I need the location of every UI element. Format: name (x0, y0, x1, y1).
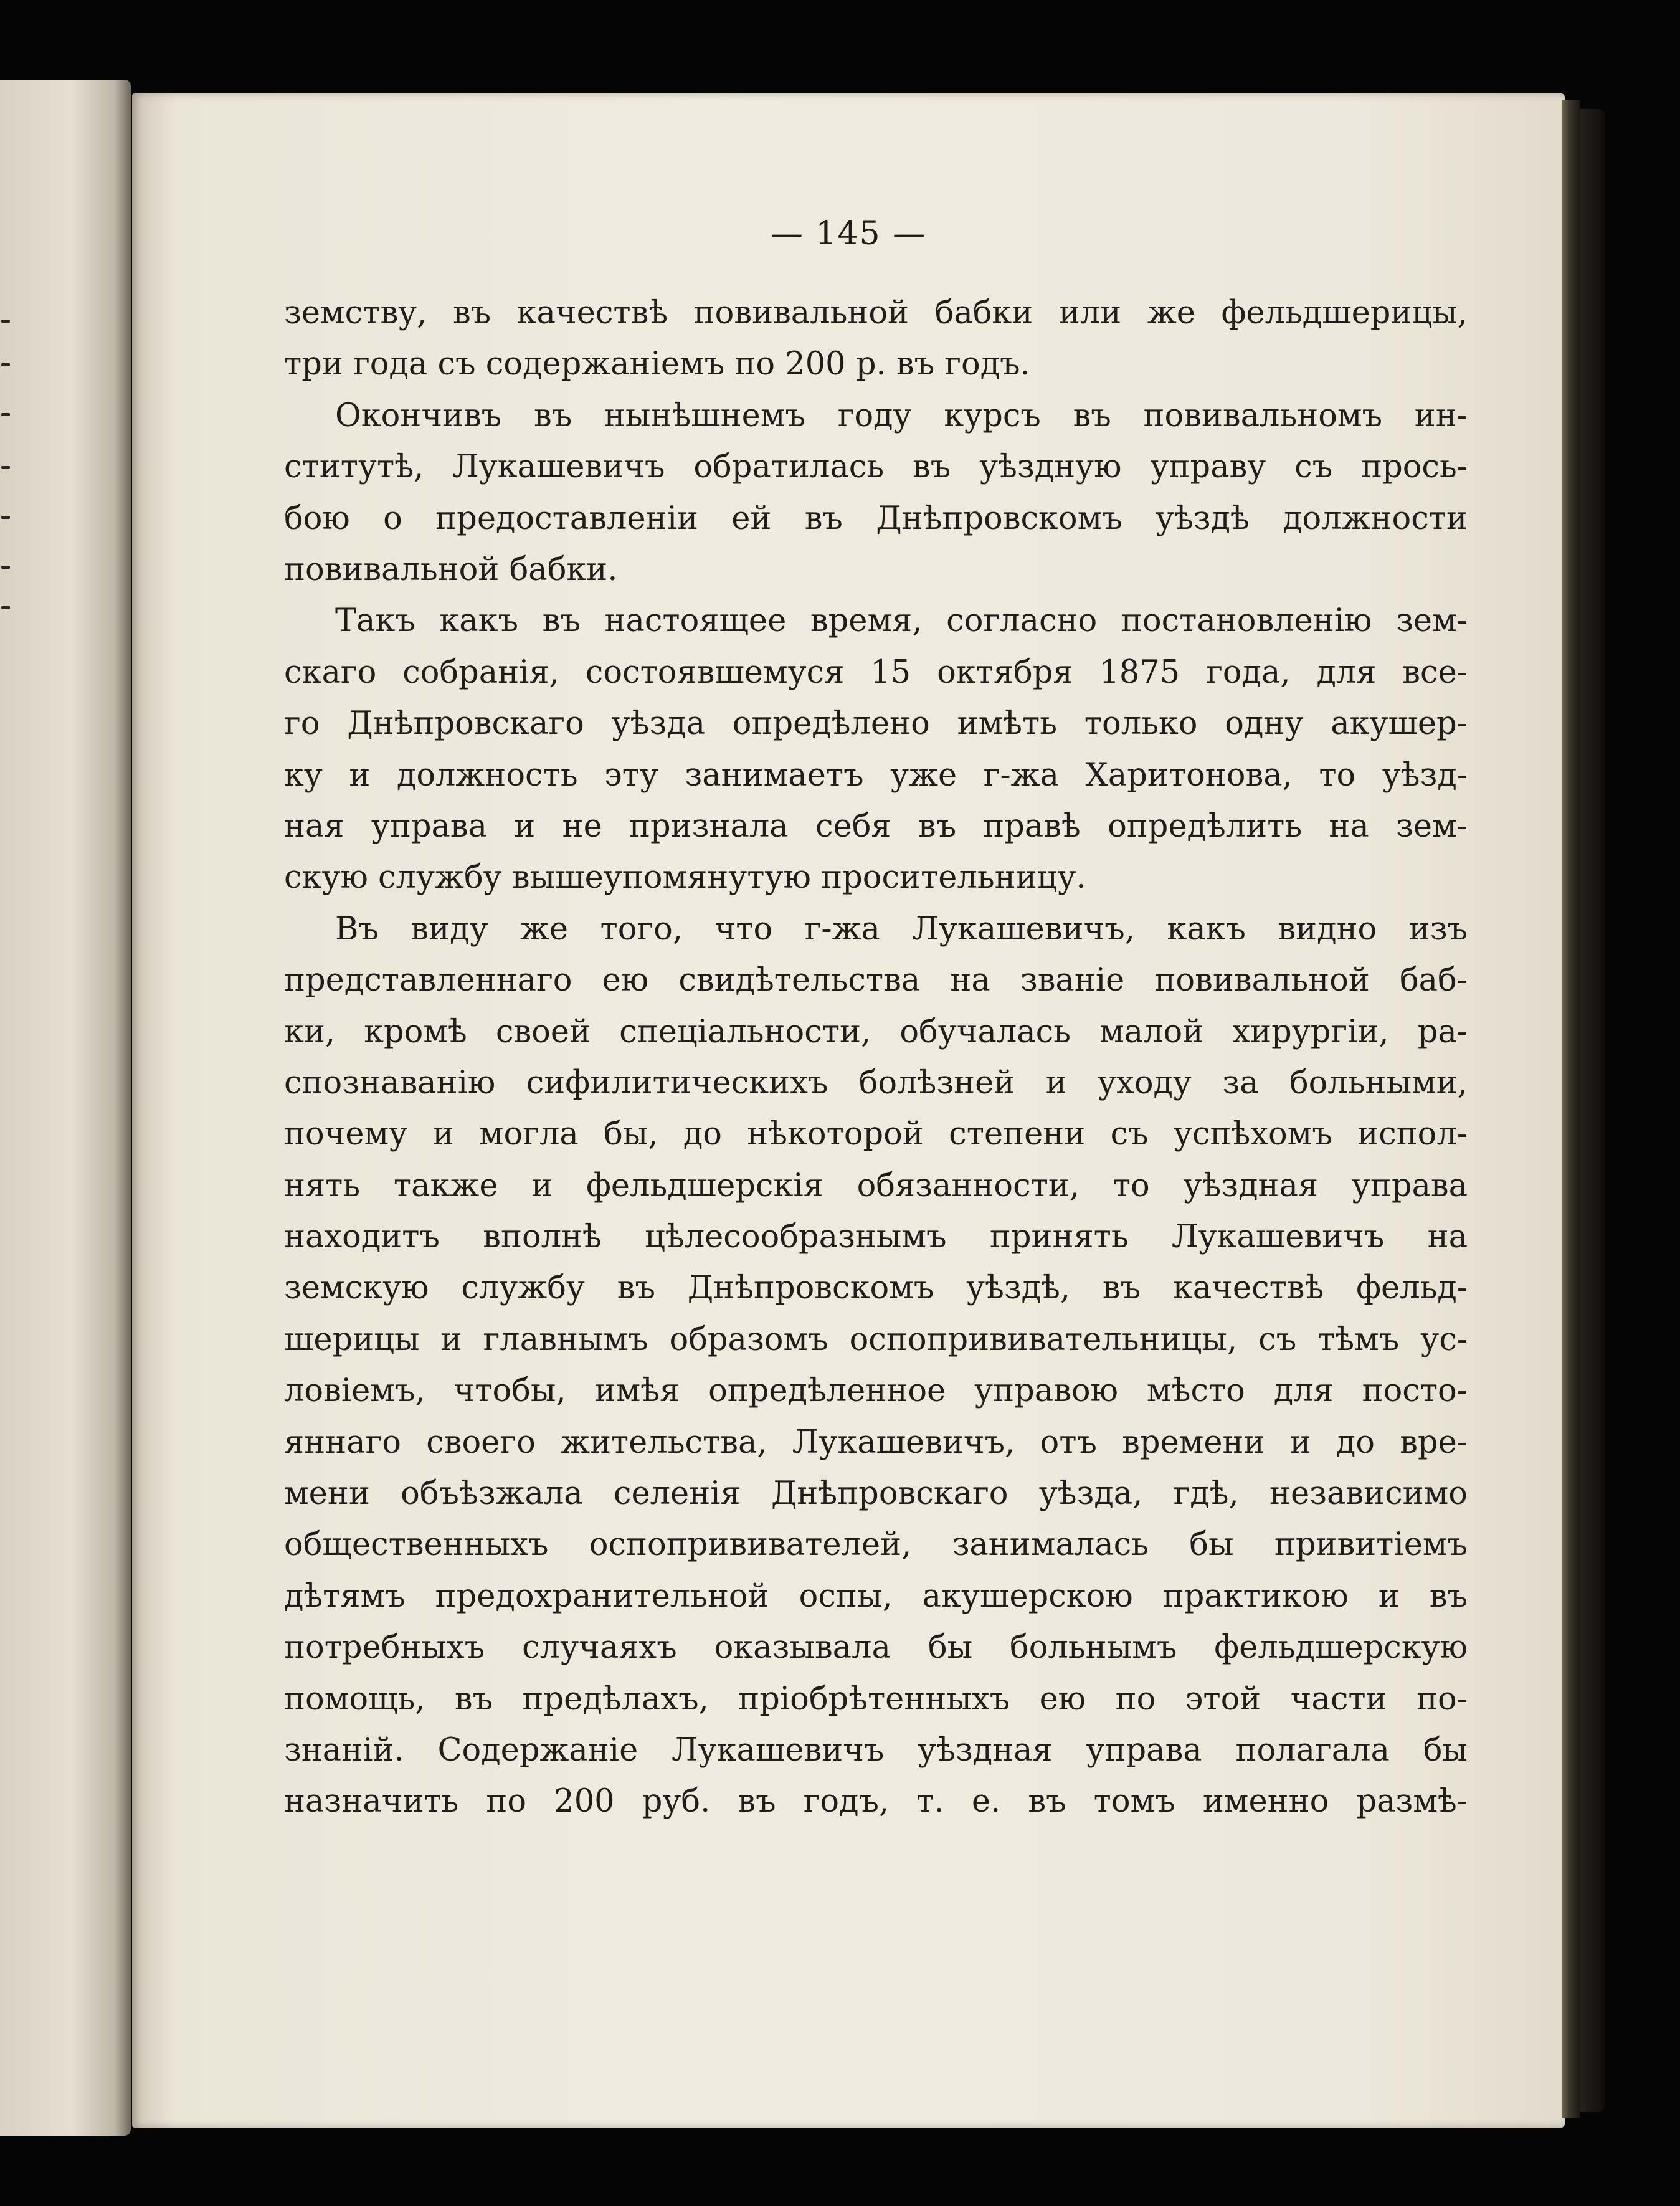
left-page-text-fragments (0, 80, 19, 2136)
text-line: ки, кромѣ своей спеціальности, обучалась малой хирургіи, ра- (284, 1013, 1468, 1050)
page-stack-edge (1562, 100, 1580, 2118)
text-line: дѣтямъ предохранительной оспы, акушерскою практикою и въ (284, 1577, 1468, 1615)
text-line: три года съ содержаніемъ по 200 р. въ годъ. (284, 346, 1030, 383)
text-line: общественныхъ оспопрививателей, занималась бы привитіемъ (284, 1526, 1468, 1564)
left-page-edge (0, 80, 131, 2136)
text-line: скую службу вышеупомянутую просительницу. (284, 859, 1086, 896)
text-line: земскую службу въ Днѣпровскомъ уѣздѣ, въ качествѣ фельд- (284, 1270, 1468, 1307)
text-line: потребныхъ случаяхъ оказывала бы больнымъ фельдшерскую (284, 1629, 1468, 1666)
text-line: Такъ какъ въ настоящее время, согласно постановленію зем- (335, 602, 1468, 640)
text-line: ку и должность эту занимаетъ уже г-жа Харитонова, то уѣзд- (284, 756, 1468, 794)
text-line: шерицы и главнымъ образомъ оспопрививательницы, съ тѣмъ ус- (284, 1321, 1468, 1358)
text-line: назначить по 200 руб. въ годъ, т. е. въ томъ именно размѣ- (284, 1783, 1468, 1820)
text-line: представленнаго ею свидѣтельства на званіе повивальной баб- (284, 962, 1468, 999)
text-line: находитъ вполнѣ цѣлесообразнымъ принять Лукашевичъ на (284, 1219, 1468, 1256)
book-cover-edge (1580, 109, 1605, 2112)
text-line: ститутѣ, Лукашевичъ обратилась въ уѣздную управу съ прось- (284, 449, 1468, 486)
text-line: почему и могла бы, до нѣкоторой степени съ успѣхомъ испол- (284, 1116, 1468, 1153)
text-line: бою о предоставленіи ей въ Днѣпровскомъ уѣздѣ должности (284, 500, 1468, 537)
text-line: скаго собранія, состоявшемуся 15 октября 1875 года, для все- (284, 654, 1468, 691)
text-line: Въ виду же того, что г-жа Лукашевичъ, какъ видно изъ (335, 910, 1468, 948)
text-line: земству, въ качествѣ повивальной бабки или же фельдшерицы, (284, 295, 1468, 331)
text-line: спознаванію сифилитическихъ болѣзней и уходу за больными, (284, 1064, 1468, 1101)
page-number: — 145 — (770, 215, 927, 252)
text-line: повивальной бабки. (284, 551, 618, 588)
text-line: знаній. Содержаніе Лукашевичъ уѣздная управа полагала бы (284, 1731, 1468, 1769)
text-line: помощь, въ предѣлахъ, пріобрѣтенныхъ ею по этой части по- (284, 1680, 1468, 1718)
text-line: ная управа и не признала себя въ правѣ опредѣлить на зем- (284, 807, 1468, 845)
book-page (132, 93, 1565, 2128)
text-line: яннаго своего жительства, Лукашевичъ, отъ времени и до вре- (284, 1424, 1468, 1461)
page-text (284, 288, 1468, 1828)
text-line: мени объѣзжала селенія Днѣпровскаго уѣзда, гдѣ, независимо (284, 1475, 1468, 1513)
text-line: нять также и фельдшерскія обязанности, то уѣздная управа (284, 1167, 1468, 1204)
text-line: го Днѣпровскаго уѣзда опредѣлено имѣть только одну акушер- (284, 705, 1468, 743)
text-line: Окончивъ въ нынѣшнемъ году курсъ въ повивальномъ ин- (335, 397, 1468, 434)
text-line: ловіемъ, чтобы, имѣя опредѣленное управою мѣсто для посто- (284, 1372, 1468, 1410)
